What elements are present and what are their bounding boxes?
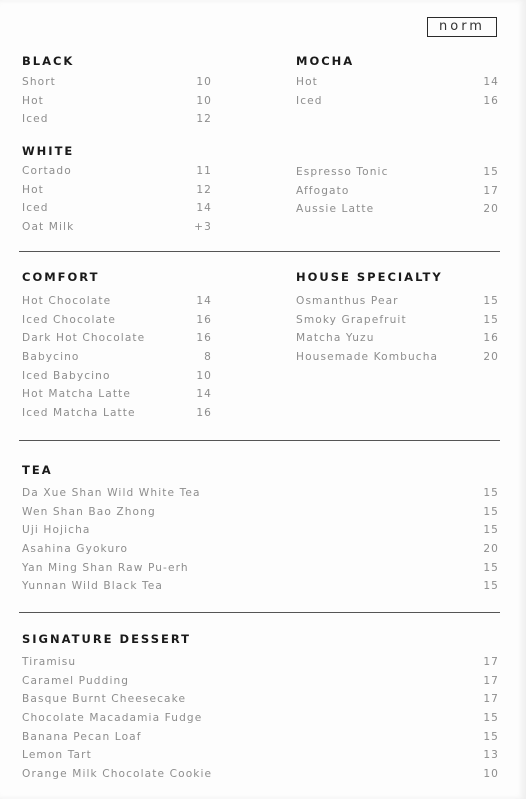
menu-item-price: 15 [483, 712, 499, 725]
menu-item-price: 14 [196, 202, 212, 215]
menu-item [22, 314, 212, 333]
menu-item-name: Hot [22, 183, 44, 196]
menu-item-name: Short [22, 76, 56, 88]
menu-item [22, 768, 499, 787]
menu-item-name: Uji Hojicha [22, 524, 91, 537]
section-title-tea: TEA [22, 463, 53, 477]
menu-item [296, 185, 499, 204]
menu-item-name: Housemade Kombucha [296, 351, 439, 364]
menu-item-price: 20 [483, 351, 499, 364]
menu-item-price: 16 [196, 407, 212, 420]
menu-item-name: Iced Babycino [22, 369, 111, 382]
menu-item-name: Iced [22, 202, 49, 215]
comfort-list [22, 295, 212, 426]
menu-item-name: Babycino [22, 351, 80, 364]
menu-item-name: Cortado [22, 165, 72, 177]
menu-item-name: Basque Burnt Cheesecake [22, 693, 187, 706]
menu-item [22, 370, 212, 389]
menu-item-price: 10 [196, 94, 212, 107]
menu-item [22, 543, 499, 562]
menu-item [22, 712, 499, 731]
menu-item-price: 10 [483, 768, 499, 781]
tea-list [22, 487, 499, 599]
menu-item [22, 165, 212, 184]
menu-item-name: Iced Matcha Latte [22, 407, 136, 420]
menu-item-price: +3 [194, 221, 212, 234]
menu-item [22, 95, 212, 114]
menu-item [22, 524, 499, 543]
menu-item-price: 15 [483, 730, 499, 743]
black-list [22, 76, 212, 132]
menu-item-price: 20 [483, 203, 499, 216]
menu-item-price: 13 [483, 749, 499, 762]
menu-item-price: 17 [483, 674, 499, 687]
brand-logo: norm [427, 17, 497, 37]
menu-item [22, 749, 499, 768]
section-title-house-specialty: HOUSE SPECIALTY [296, 270, 443, 284]
menu-item-name: Yunnan Wild Black Tea [22, 580, 163, 593]
menu-item [22, 184, 212, 203]
menu-item-name: Asahina Gyokuro [22, 543, 129, 556]
menu-item-price: 15 [483, 295, 499, 307]
menu-item [22, 562, 499, 581]
divider-3 [19, 612, 500, 613]
menu-item-name: Yan Ming Shan Raw Pu-erh [22, 561, 189, 574]
menu-item [22, 221, 212, 240]
menu-item-name: Hot Matcha Latte [22, 388, 131, 401]
menu-item-name: Osmanthus Pear [296, 295, 399, 307]
menu-item [296, 203, 499, 222]
menu-item [22, 656, 499, 675]
menu-item-name: Affogato [296, 184, 350, 197]
menu-item-price: 17 [483, 184, 499, 197]
section-title-comfort: COMFORT [22, 270, 100, 284]
menu-item-name: Iced Chocolate [22, 313, 116, 326]
menu-item-price: 17 [483, 693, 499, 706]
menu-item [22, 675, 499, 694]
menu-item [22, 693, 499, 712]
menu-item-price: 15 [483, 580, 499, 593]
menu-item [22, 580, 499, 599]
menu-item-name: Oat Milk [22, 221, 75, 234]
menu-item-price: 14 [196, 388, 212, 401]
white-list [22, 165, 212, 240]
menu-item-name: Hot Chocolate [22, 295, 112, 307]
menu-item-name: Iced [22, 113, 49, 126]
menu-item [296, 332, 499, 351]
menu-item [22, 295, 212, 314]
menu-item [296, 95, 499, 114]
menu-item-price: 20 [483, 543, 499, 556]
house-specialty-list [296, 295, 499, 370]
menu-item [22, 113, 212, 132]
menu-item-name: Tiramisu [22, 656, 77, 668]
espresso-extras-list [296, 166, 499, 222]
menu-item-name: Orange Milk Chocolate Cookie [22, 768, 213, 781]
menu-item [22, 332, 212, 351]
menu-item [296, 166, 499, 185]
menu-item-name: Iced [296, 94, 323, 107]
menu-item-price: 8 [204, 351, 212, 364]
menu-item-price: 10 [196, 76, 212, 88]
menu-item-price: 16 [483, 332, 499, 345]
menu-item-name: Banana Pecan Loaf [22, 730, 142, 743]
menu-item-price: 14 [483, 76, 499, 88]
menu-item-price: 17 [483, 656, 499, 668]
divider-1 [19, 251, 500, 252]
menu-item-price: 12 [196, 183, 212, 196]
menu-item-price: 16 [196, 313, 212, 326]
divider-2 [19, 440, 500, 441]
menu-item-name: Hot [296, 76, 318, 88]
menu-item [22, 76, 212, 95]
menu-item-price: 15 [483, 524, 499, 537]
menu-item-name: Caramel Pudding [22, 674, 130, 687]
menu-item [296, 351, 499, 370]
menu-item-name: Dark Hot Chocolate [22, 332, 146, 345]
menu-item-price: 15 [483, 505, 499, 518]
menu-item-price: 14 [196, 295, 212, 307]
menu-item-name: Smoky Grapefruit [296, 313, 407, 326]
menu-item-price: 16 [196, 332, 212, 345]
menu-item-price: 11 [196, 165, 212, 177]
menu-item-name: Espresso Tonic [296, 166, 389, 178]
menu-item-price: 15 [483, 561, 499, 574]
menu-item [22, 407, 212, 426]
menu-item [296, 76, 499, 95]
menu-item [22, 506, 499, 525]
menu-item [22, 487, 499, 506]
menu-item-price: 10 [196, 369, 212, 382]
menu-item [296, 295, 499, 314]
menu-item [22, 351, 212, 370]
menu-item-name: Hot [22, 94, 44, 107]
menu-item-name: Da Xue Shan Wild White Tea [22, 487, 201, 499]
section-title-black: BLACK [22, 54, 75, 68]
menu-item-name: Wen Shan Bao Zhong [22, 505, 156, 518]
menu-item [22, 202, 212, 221]
section-title-white: WHITE [22, 144, 75, 158]
menu-item-name: Aussie Latte [296, 203, 375, 216]
menu-item [22, 388, 212, 407]
menu-item-name: Matcha Yuzu [296, 332, 375, 345]
menu-item [296, 314, 499, 333]
menu-item-price: 15 [483, 166, 499, 178]
mocha-list [296, 76, 499, 113]
menu-item-name: Lemon Tart [22, 749, 92, 762]
menu-item-price: 16 [483, 94, 499, 107]
menu-item [22, 731, 499, 750]
menu-item-price: 12 [196, 113, 212, 126]
menu-item-name: Chocolate Macadamia Fudge [22, 712, 203, 725]
dessert-list [22, 656, 499, 787]
menu-item-price: 15 [483, 313, 499, 326]
section-title-dessert: SIGNATURE DESSERT [22, 632, 192, 646]
menu-item-price: 15 [483, 487, 499, 499]
section-title-mocha: MOCHA [296, 54, 355, 68]
